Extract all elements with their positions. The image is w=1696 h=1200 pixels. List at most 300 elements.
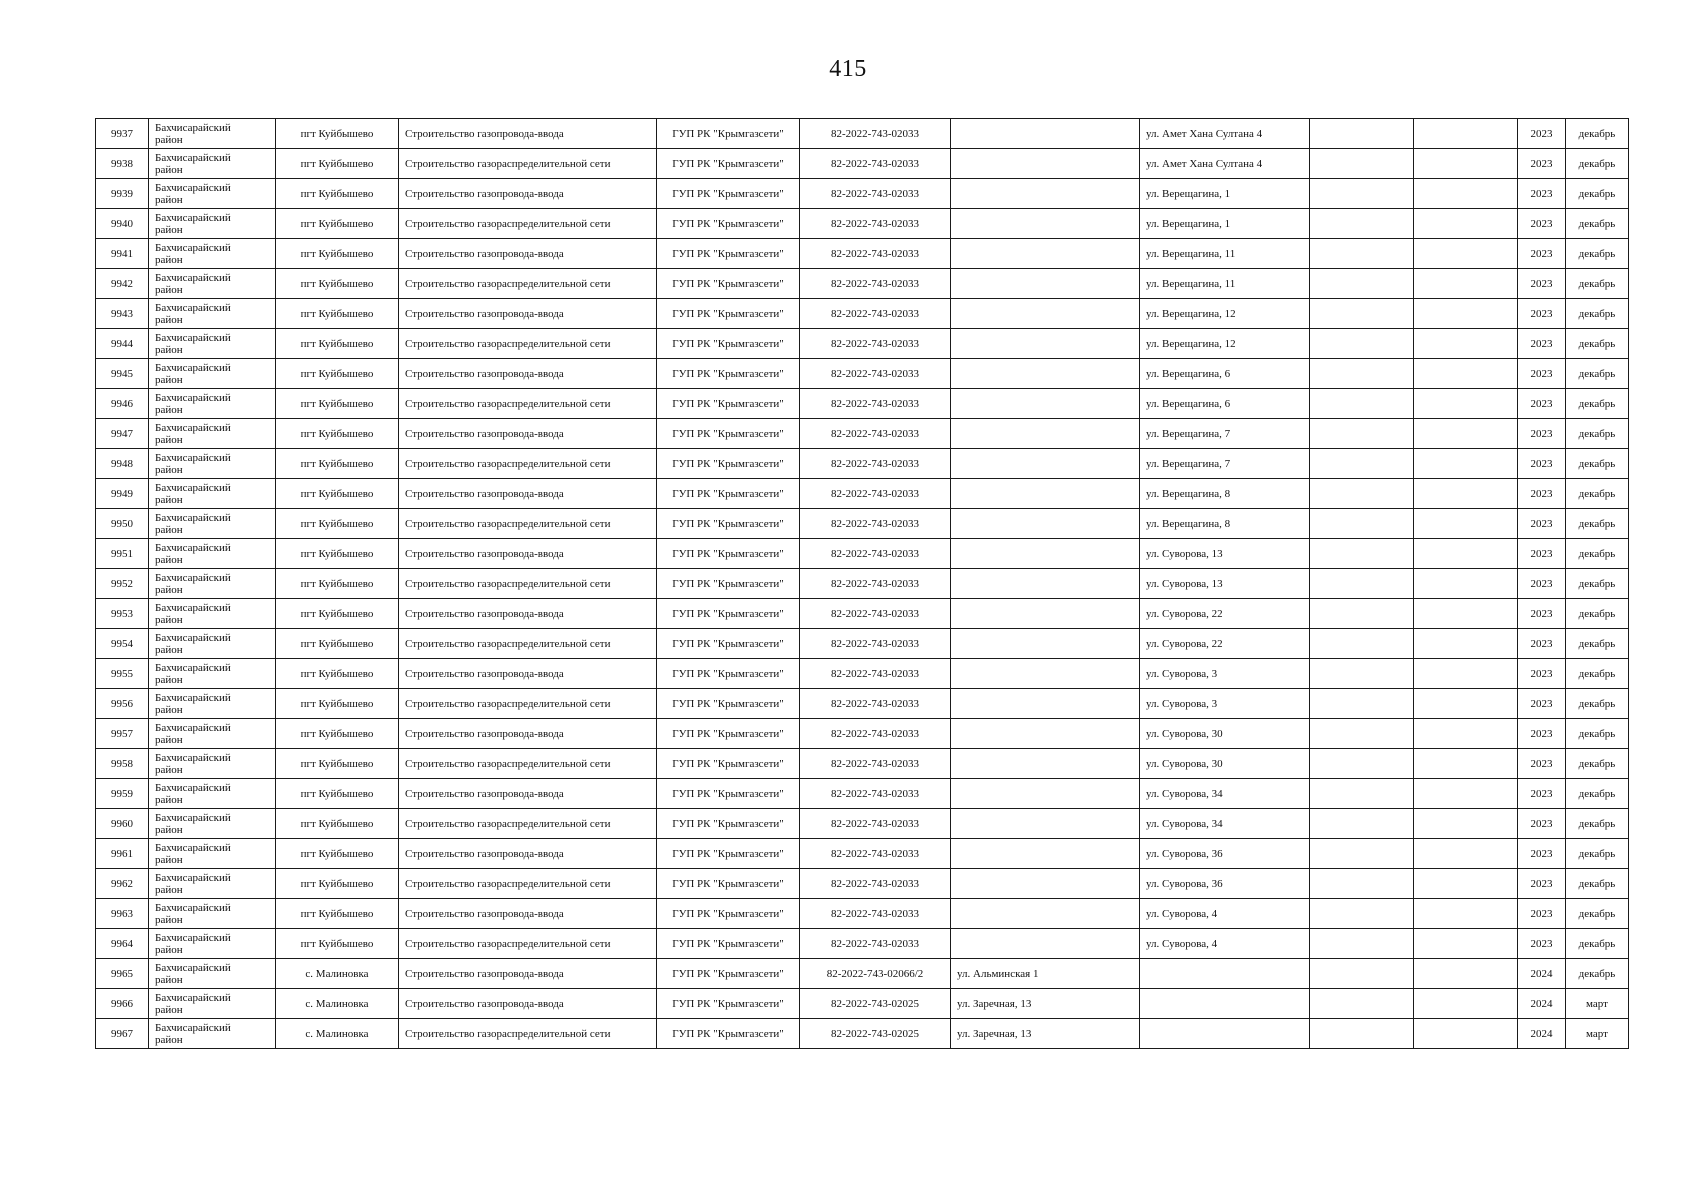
locality-cell: с. Малиновка	[276, 1019, 399, 1049]
district-cell	[149, 809, 276, 839]
row-number-cell: 9956	[96, 689, 149, 719]
address-cell	[951, 329, 1140, 359]
work-type-cell: Строительство газораспределительной сети	[399, 1019, 657, 1049]
table-row	[96, 1019, 1629, 1049]
year-cell: 2023	[1518, 299, 1566, 329]
district-cell	[149, 689, 276, 719]
work-type-cell: Строительство газораспределительной сети	[399, 449, 657, 479]
district-line: район	[155, 433, 183, 446]
table-row	[96, 959, 1629, 989]
project-code-cell: 82-2022-743-02033	[800, 629, 951, 659]
work-type-cell: Строительство газопровода-ввода	[399, 899, 657, 929]
year-cell: 2023	[1518, 839, 1566, 869]
year-cell: 2023	[1518, 179, 1566, 209]
empty-cell	[1414, 839, 1518, 869]
table-row	[96, 719, 1629, 749]
organization-cell: ГУП РК "Крымгазсети"	[657, 899, 800, 929]
empty-cell	[1414, 689, 1518, 719]
empty-cell	[1414, 479, 1518, 509]
year-cell: 2023	[1518, 389, 1566, 419]
row-number-cell: 9953	[96, 599, 149, 629]
district-cell	[149, 1019, 276, 1049]
table-row	[96, 599, 1629, 629]
year-cell: 2023	[1518, 629, 1566, 659]
district-line: Бахчисарайский	[155, 181, 231, 194]
district-line: Бахчисарайский	[155, 631, 231, 644]
work-type-cell: Строительство газопровода-ввода	[399, 119, 657, 149]
row-number-cell: 9952	[96, 569, 149, 599]
empty-cell	[1414, 119, 1518, 149]
empty-cell	[1310, 149, 1414, 179]
empty-cell	[1414, 1019, 1518, 1049]
district-cell	[149, 839, 276, 869]
address-cell: ул. Верещагина, 12	[1140, 329, 1310, 359]
table-row	[96, 269, 1629, 299]
district-cell	[149, 269, 276, 299]
month-cell: декабрь	[1566, 959, 1629, 989]
district-line: район	[155, 613, 183, 626]
year-cell: 2023	[1518, 659, 1566, 689]
empty-cell	[1310, 329, 1414, 359]
address-cell: ул. Суворова, 30	[1140, 749, 1310, 779]
work-type-cell: Строительство газопровода-ввода	[399, 539, 657, 569]
row-number-cell: 9940	[96, 209, 149, 239]
empty-cell	[1310, 839, 1414, 869]
table-row	[96, 779, 1629, 809]
table-row	[96, 809, 1629, 839]
address-cell: ул. Суворова, 3	[1140, 659, 1310, 689]
district-line: район	[155, 553, 183, 566]
address-cell: ул. Амет Хана Султана 4	[1140, 119, 1310, 149]
project-code-cell: 82-2022-743-02025	[800, 1019, 951, 1049]
address-cell	[951, 659, 1140, 689]
work-type-cell: Строительство газораспределительной сети	[399, 689, 657, 719]
district-line: район	[155, 253, 183, 266]
address-cell: ул. Амет Хана Султана 4	[1140, 149, 1310, 179]
address-cell	[951, 449, 1140, 479]
work-type-cell: Строительство газопровода-ввода	[399, 659, 657, 689]
empty-cell	[1414, 749, 1518, 779]
locality-cell: пгт Куйбышево	[276, 599, 399, 629]
district-cell	[149, 899, 276, 929]
district-line: Бахчисарайский	[155, 931, 231, 944]
empty-cell	[1310, 719, 1414, 749]
month-cell: декабрь	[1566, 149, 1629, 179]
organization-cell: ГУП РК "Крымгазсети"	[657, 809, 800, 839]
project-code-cell: 82-2022-743-02066/2	[800, 959, 951, 989]
row-number-cell: 9959	[96, 779, 149, 809]
empty-cell	[1310, 1019, 1414, 1049]
row-number-cell: 9967	[96, 1019, 149, 1049]
address-cell	[951, 689, 1140, 719]
empty-cell	[1310, 299, 1414, 329]
district-cell	[149, 389, 276, 419]
table-row	[96, 629, 1629, 659]
month-cell: декабрь	[1566, 779, 1629, 809]
district-line: Бахчисарайский	[155, 241, 231, 254]
month-cell: декабрь	[1566, 239, 1629, 269]
locality-cell: пгт Куйбышево	[276, 749, 399, 779]
project-code-cell: 82-2022-743-02033	[800, 599, 951, 629]
district-line: Бахчисарайский	[155, 961, 231, 974]
year-cell: 2023	[1518, 539, 1566, 569]
organization-cell: ГУП РК "Крымгазсети"	[657, 539, 800, 569]
empty-cell	[1414, 629, 1518, 659]
month-cell: декабрь	[1566, 419, 1629, 449]
organization-cell: ГУП РК "Крымгазсети"	[657, 419, 800, 449]
district-line: Бахчисарайский	[155, 211, 231, 224]
project-code-cell: 82-2022-743-02033	[800, 299, 951, 329]
project-code-cell: 82-2022-743-02033	[800, 569, 951, 599]
district-line: Бахчисарайский	[155, 661, 231, 674]
table-body	[96, 119, 1629, 1049]
project-code-cell: 82-2022-743-02033	[800, 449, 951, 479]
address-cell: ул. Суворова, 34	[1140, 779, 1310, 809]
address-cell	[1140, 1019, 1310, 1049]
work-type-cell: Строительство газораспределительной сети	[399, 329, 657, 359]
year-cell: 2023	[1518, 119, 1566, 149]
work-type-cell: Строительство газопровода-ввода	[399, 239, 657, 269]
address-cell: ул. Верещагина, 11	[1140, 269, 1310, 299]
district-cell	[149, 659, 276, 689]
address-cell	[951, 389, 1140, 419]
locality-cell: пгт Куйбышево	[276, 539, 399, 569]
empty-cell	[1310, 539, 1414, 569]
district-line: район	[155, 763, 183, 776]
district-line: район	[155, 823, 183, 836]
project-code-cell: 82-2022-743-02033	[800, 509, 951, 539]
locality-cell: пгт Куйбышево	[276, 329, 399, 359]
address-cell: ул. Суворова, 4	[1140, 899, 1310, 929]
work-type-cell: Строительство газораспределительной сети	[399, 629, 657, 659]
district-line: Бахчисарайский	[155, 271, 231, 284]
project-code-cell: 82-2022-743-02033	[800, 779, 951, 809]
district-cell	[149, 749, 276, 779]
district-line: район	[155, 343, 183, 356]
empty-cell	[1414, 239, 1518, 269]
district-line: Бахчисарайский	[155, 1021, 231, 1034]
row-number-cell: 9954	[96, 629, 149, 659]
year-cell: 2024	[1518, 959, 1566, 989]
organization-cell: ГУП РК "Крымгазсети"	[657, 569, 800, 599]
project-code-cell: 82-2022-743-02033	[800, 269, 951, 299]
table-row	[96, 389, 1629, 419]
district-line: район	[155, 313, 183, 326]
registry-table	[95, 118, 1629, 1049]
empty-cell	[1310, 749, 1414, 779]
organization-cell: ГУП РК "Крымгазсети"	[657, 779, 800, 809]
project-code-cell: 82-2022-743-02033	[800, 179, 951, 209]
locality-cell: с. Малиновка	[276, 959, 399, 989]
organization-cell: ГУП РК "Крымгазсети"	[657, 119, 800, 149]
empty-cell	[1310, 569, 1414, 599]
empty-cell	[1310, 209, 1414, 239]
project-code-cell: 82-2022-743-02033	[800, 389, 951, 419]
table-row	[96, 419, 1629, 449]
project-code-cell: 82-2022-743-02033	[800, 839, 951, 869]
address-cell: ул. Верещагина, 8	[1140, 509, 1310, 539]
work-type-cell: Строительство газопровода-ввода	[399, 419, 657, 449]
empty-cell	[1310, 659, 1414, 689]
district-line: район	[155, 913, 183, 926]
district-line: район	[155, 853, 183, 866]
address-cell	[951, 569, 1140, 599]
district-cell	[149, 959, 276, 989]
district-line: район	[155, 463, 183, 476]
work-type-cell: Строительство газопровода-ввода	[399, 719, 657, 749]
table-row	[96, 869, 1629, 899]
locality-cell: пгт Куйбышево	[276, 839, 399, 869]
district-line: Бахчисарайский	[155, 901, 231, 914]
row-number-cell: 9945	[96, 359, 149, 389]
empty-cell	[1414, 449, 1518, 479]
district-line: район	[155, 673, 183, 686]
address-cell	[951, 179, 1140, 209]
table-row	[96, 239, 1629, 269]
district-line: Бахчисарайский	[155, 721, 231, 734]
address-cell: ул. Заречная, 13	[951, 1019, 1140, 1049]
month-cell: декабрь	[1566, 299, 1629, 329]
district-line: район	[155, 403, 183, 416]
table-row	[96, 299, 1629, 329]
district-line: район	[155, 793, 183, 806]
table-row	[96, 149, 1629, 179]
month-cell: декабрь	[1566, 329, 1629, 359]
work-type-cell: Строительство газопровода-ввода	[399, 989, 657, 1019]
district-cell	[149, 569, 276, 599]
page-number: 415	[829, 56, 867, 82]
district-line: район	[155, 883, 183, 896]
address-cell	[1140, 959, 1310, 989]
month-cell: декабрь	[1566, 359, 1629, 389]
row-number-cell: 9949	[96, 479, 149, 509]
table-row	[96, 749, 1629, 779]
address-cell	[1140, 989, 1310, 1019]
month-cell: декабрь	[1566, 569, 1629, 599]
district-line: Бахчисарайский	[155, 361, 231, 374]
organization-cell: ГУП РК "Крымгазсети"	[657, 629, 800, 659]
empty-cell	[1414, 149, 1518, 179]
work-type-cell: Строительство газораспределительной сети	[399, 149, 657, 179]
empty-cell	[1414, 419, 1518, 449]
project-code-cell: 82-2022-743-02033	[800, 209, 951, 239]
district-cell	[149, 239, 276, 269]
table-row	[96, 179, 1629, 209]
district-line: район	[155, 943, 183, 956]
project-code-cell: 82-2022-743-02033	[800, 119, 951, 149]
district-line: район	[155, 1033, 183, 1046]
year-cell: 2023	[1518, 749, 1566, 779]
year-cell: 2023	[1518, 569, 1566, 599]
organization-cell: ГУП РК "Крымгазсети"	[657, 929, 800, 959]
year-cell: 2023	[1518, 419, 1566, 449]
empty-cell	[1414, 899, 1518, 929]
row-number-cell: 9951	[96, 539, 149, 569]
locality-cell: пгт Куйбышево	[276, 809, 399, 839]
district-line: район	[155, 493, 183, 506]
work-type-cell: Строительство газораспределительной сети	[399, 509, 657, 539]
district-cell	[149, 329, 276, 359]
locality-cell: пгт Куйбышево	[276, 299, 399, 329]
project-code-cell: 82-2022-743-02033	[800, 479, 951, 509]
address-cell: ул. Верещагина, 7	[1140, 449, 1310, 479]
year-cell: 2023	[1518, 209, 1566, 239]
month-cell: декабрь	[1566, 839, 1629, 869]
district-cell	[149, 989, 276, 1019]
empty-cell	[1310, 119, 1414, 149]
district-line: район	[155, 1003, 183, 1016]
work-type-cell: Строительство газопровода-ввода	[399, 359, 657, 389]
district-line: район	[155, 193, 183, 206]
year-cell: 2023	[1518, 779, 1566, 809]
empty-cell	[1414, 929, 1518, 959]
address-cell	[951, 359, 1140, 389]
year-cell: 2023	[1518, 929, 1566, 959]
project-code-cell: 82-2022-743-02025	[800, 989, 951, 1019]
district-line: Бахчисарайский	[155, 121, 231, 134]
year-cell: 2024	[1518, 989, 1566, 1019]
empty-cell	[1310, 479, 1414, 509]
organization-cell: ГУП РК "Крымгазсети"	[657, 689, 800, 719]
organization-cell: ГУП РК "Крымгазсети"	[657, 299, 800, 329]
organization-cell: ГУП РК "Крымгазсети"	[657, 1019, 800, 1049]
address-cell	[951, 839, 1140, 869]
month-cell: декабрь	[1566, 809, 1629, 839]
empty-cell	[1414, 539, 1518, 569]
project-code-cell: 82-2022-743-02033	[800, 689, 951, 719]
month-cell: декабрь	[1566, 209, 1629, 239]
empty-cell	[1310, 389, 1414, 419]
address-cell: ул. Суворова, 22	[1140, 599, 1310, 629]
district-cell	[149, 719, 276, 749]
project-code-cell: 82-2022-743-02033	[800, 419, 951, 449]
row-number-cell: 9939	[96, 179, 149, 209]
empty-cell	[1310, 599, 1414, 629]
empty-cell	[1414, 569, 1518, 599]
address-cell: ул. Суворова, 13	[1140, 539, 1310, 569]
month-cell: декабрь	[1566, 269, 1629, 299]
month-cell: декабрь	[1566, 749, 1629, 779]
district-line: Бахчисарайский	[155, 511, 231, 524]
address-cell: ул. Суворова, 34	[1140, 809, 1310, 839]
table-row	[96, 929, 1629, 959]
year-cell: 2023	[1518, 689, 1566, 719]
empty-cell	[1414, 209, 1518, 239]
work-type-cell: Строительство газопровода-ввода	[399, 179, 657, 209]
district-line: Бахчисарайский	[155, 751, 231, 764]
empty-cell	[1414, 779, 1518, 809]
district-cell	[149, 149, 276, 179]
work-type-cell: Строительство газораспределительной сети	[399, 869, 657, 899]
locality-cell: пгт Куйбышево	[276, 449, 399, 479]
table-row	[96, 329, 1629, 359]
address-cell: ул. Суворова, 36	[1140, 869, 1310, 899]
district-cell	[149, 449, 276, 479]
table-row	[96, 569, 1629, 599]
empty-cell	[1414, 959, 1518, 989]
district-line: Бахчисарайский	[155, 601, 231, 614]
work-type-cell: Строительство газораспределительной сети	[399, 269, 657, 299]
year-cell: 2023	[1518, 869, 1566, 899]
address-cell	[951, 749, 1140, 779]
work-type-cell: Строительство газораспределительной сети	[399, 569, 657, 599]
district-line: район	[155, 973, 183, 986]
year-cell: 2023	[1518, 599, 1566, 629]
district-line: район	[155, 373, 183, 386]
district-line: Бахчисарайский	[155, 391, 231, 404]
month-cell: декабрь	[1566, 449, 1629, 479]
organization-cell: ГУП РК "Крымгазсети"	[657, 959, 800, 989]
locality-cell: пгт Куйбышево	[276, 929, 399, 959]
locality-cell: пгт Куйбышево	[276, 269, 399, 299]
row-number-cell: 9962	[96, 869, 149, 899]
row-number-cell: 9958	[96, 749, 149, 779]
locality-cell: пгт Куйбышево	[276, 659, 399, 689]
empty-cell	[1310, 269, 1414, 299]
year-cell: 2023	[1518, 509, 1566, 539]
locality-cell: пгт Куйбышево	[276, 719, 399, 749]
locality-cell: пгт Куйбышево	[276, 689, 399, 719]
empty-cell	[1414, 389, 1518, 419]
locality-cell: пгт Куйбышево	[276, 479, 399, 509]
district-cell	[149, 539, 276, 569]
empty-cell	[1310, 359, 1414, 389]
row-number-cell: 9966	[96, 989, 149, 1019]
year-cell: 2023	[1518, 719, 1566, 749]
month-cell: декабрь	[1566, 689, 1629, 719]
district-cell	[149, 599, 276, 629]
address-cell	[951, 239, 1140, 269]
year-cell: 2024	[1518, 1019, 1566, 1049]
address-cell	[951, 539, 1140, 569]
month-cell: декабрь	[1566, 629, 1629, 659]
row-number-cell: 9946	[96, 389, 149, 419]
address-cell: ул. Верещагина, 1	[1140, 209, 1310, 239]
organization-cell: ГУП РК "Крымгазсети"	[657, 479, 800, 509]
work-type-cell: Строительство газопровода-ввода	[399, 299, 657, 329]
empty-cell	[1414, 809, 1518, 839]
address-cell: ул. Суворова, 30	[1140, 719, 1310, 749]
address-cell	[951, 419, 1140, 449]
table-row	[96, 509, 1629, 539]
locality-cell: пгт Куйбышево	[276, 239, 399, 269]
district-line: Бахчисарайский	[155, 691, 231, 704]
table-row	[96, 899, 1629, 929]
empty-cell	[1414, 869, 1518, 899]
row-number-cell: 9964	[96, 929, 149, 959]
address-cell: ул. Верещагина, 1	[1140, 179, 1310, 209]
organization-cell: ГУП РК "Крымгазсети"	[657, 659, 800, 689]
row-number-cell: 9960	[96, 809, 149, 839]
address-cell: ул. Верещагина, 7	[1140, 419, 1310, 449]
table-row	[96, 479, 1629, 509]
work-type-cell: Строительство газораспределительной сети	[399, 929, 657, 959]
organization-cell: ГУП РК "Крымгазсети"	[657, 749, 800, 779]
locality-cell: пгт Куйбышево	[276, 119, 399, 149]
address-cell: ул. Суворова, 36	[1140, 839, 1310, 869]
work-type-cell: Строительство газопровода-ввода	[399, 779, 657, 809]
row-number-cell: 9961	[96, 839, 149, 869]
address-cell	[951, 599, 1140, 629]
locality-cell: пгт Куйбышево	[276, 869, 399, 899]
locality-cell: пгт Куйбышево	[276, 179, 399, 209]
organization-cell: ГУП РК "Крымгазсети"	[657, 209, 800, 239]
project-code-cell: 82-2022-743-02033	[800, 239, 951, 269]
district-cell	[149, 419, 276, 449]
address-cell	[951, 899, 1140, 929]
empty-cell	[1310, 239, 1414, 269]
address-cell: ул. Суворова, 22	[1140, 629, 1310, 659]
